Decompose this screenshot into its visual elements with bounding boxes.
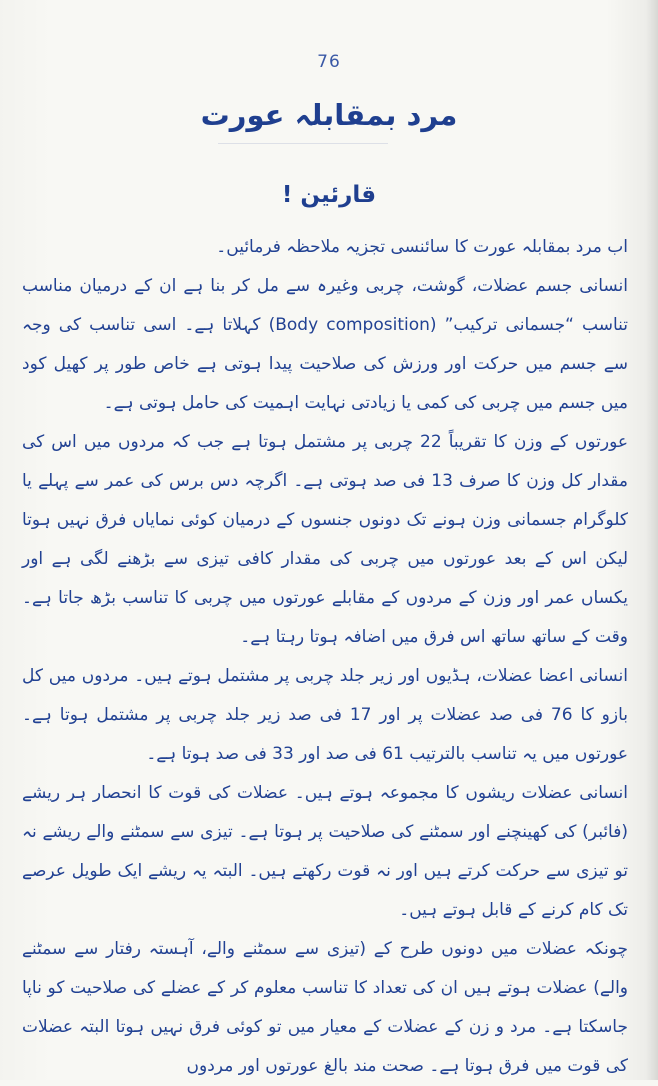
page-edge-shadow (646, 0, 658, 1080)
paragraph-5: انسانی عضلات ریشوں کا مجموعہ ہوتے ہیں۔ عضلات کی قوت کا انحصار ہر ریشے (فائبر) کی کھینچنے اور سمٹنے کی صلاحیت پر ہوتا ہے۔ تیزی سے سمٹنے والے ریشے نہ تو تیزی سے حرکت کرتے ہیں اور نہ قوت رکھتے ہیں۔ البتہ یہ ریشے ایک طویل عرصے تک کام کرنے کے قابل ہوتے ہیں۔ (22, 783, 628, 920)
page-title: مرد بمقابلہ عورت (200, 98, 458, 132)
paragraph-6: چونکہ عضلات میں دونوں طرح کے (تیزی سے سمٹنے والے، آہستہ رفتار سے سمٹنے والے) عضلات ہوتے ہیں ان کی تعداد کا تناسب معلوم کر کے عضلے کی صلاحیت کو ناپا جاسکتا ہے۔ مرد و زن کے عضلات کے معیار میں تو کوئی فرق نہیں ہوتا البتہ عضلات کی قوت میں فرق ہوتا ہے۔ صحت مند بالغ عورتوں اور مردوں (22, 939, 628, 1076)
paragraph-2: انسانی جسم عضلات، گوشت، چربی وغیرہ سے مل کر بنا ہے ان کے درمیان مناسب تناسب “جسمانی ترکیب” (Body composition) کہلاتا ہے۔ اسی تناسب کی وجہ سے جسم میں حرکت اور ورزش کی صلاحیت پیدا ہوتی ہے خاص طور پر کھیل کود میں جسم میں چربی کی کمی یا زیادتی نہایت اہمیت کی حامل ہوتی ہے۔ (22, 276, 628, 413)
paragraph-4: انسانی اعضا عضلات، ہڈیوں اور زیر جلد چربی پر مشتمل ہوتے ہیں۔ مردوں میں کل بازو کا 76 فی صد عضلات پر اور 17 فی صد زیر جلد چربی پر مشتمل ہوتا ہے۔ عورتوں میں یہ تناسب بالترتیب 61 فی صد اور 33 فی صد ہوتا ہے۔ (22, 666, 628, 764)
page-subtitle: قارئین ! (281, 182, 377, 208)
title-divider (218, 143, 388, 144)
paragraph-3: عورتوں کے وزن کا تقریباً 22 چربی پر مشتمل ہوتا ہے جب کہ مردوں میں اس کی مقدار کل وزن کا صرف 13 فی صد ہوتی ہے۔ اگرچہ دس برس کی عمر سے پہلے یا کلوگرام جسمانی وزن ہونے تک دونوں جنسوں کے درمیان کوئی نمایاں فرق نہیں ہوتا لیکن اس کے بعد عورتوں میں چربی کی مقدار کافی تیزی سے بڑھنے لگی ہے اور یکساں عمر اور وزن کے مردوں کے مقابلے عورتوں میں چربی کا تناسب بڑھ جاتا ہے۔ وقت کے ساتھ ساتھ اس فرق میں اضافہ ہوتا رہتا ہے۔ (22, 432, 628, 647)
page-body (22, 228, 628, 1086)
page-number: 76 (317, 52, 341, 72)
paragraph-1: اب مرد بمقابلہ عورت کا سائنسی تجزیہ ملاحظہ فرمائیں۔ (216, 237, 628, 257)
